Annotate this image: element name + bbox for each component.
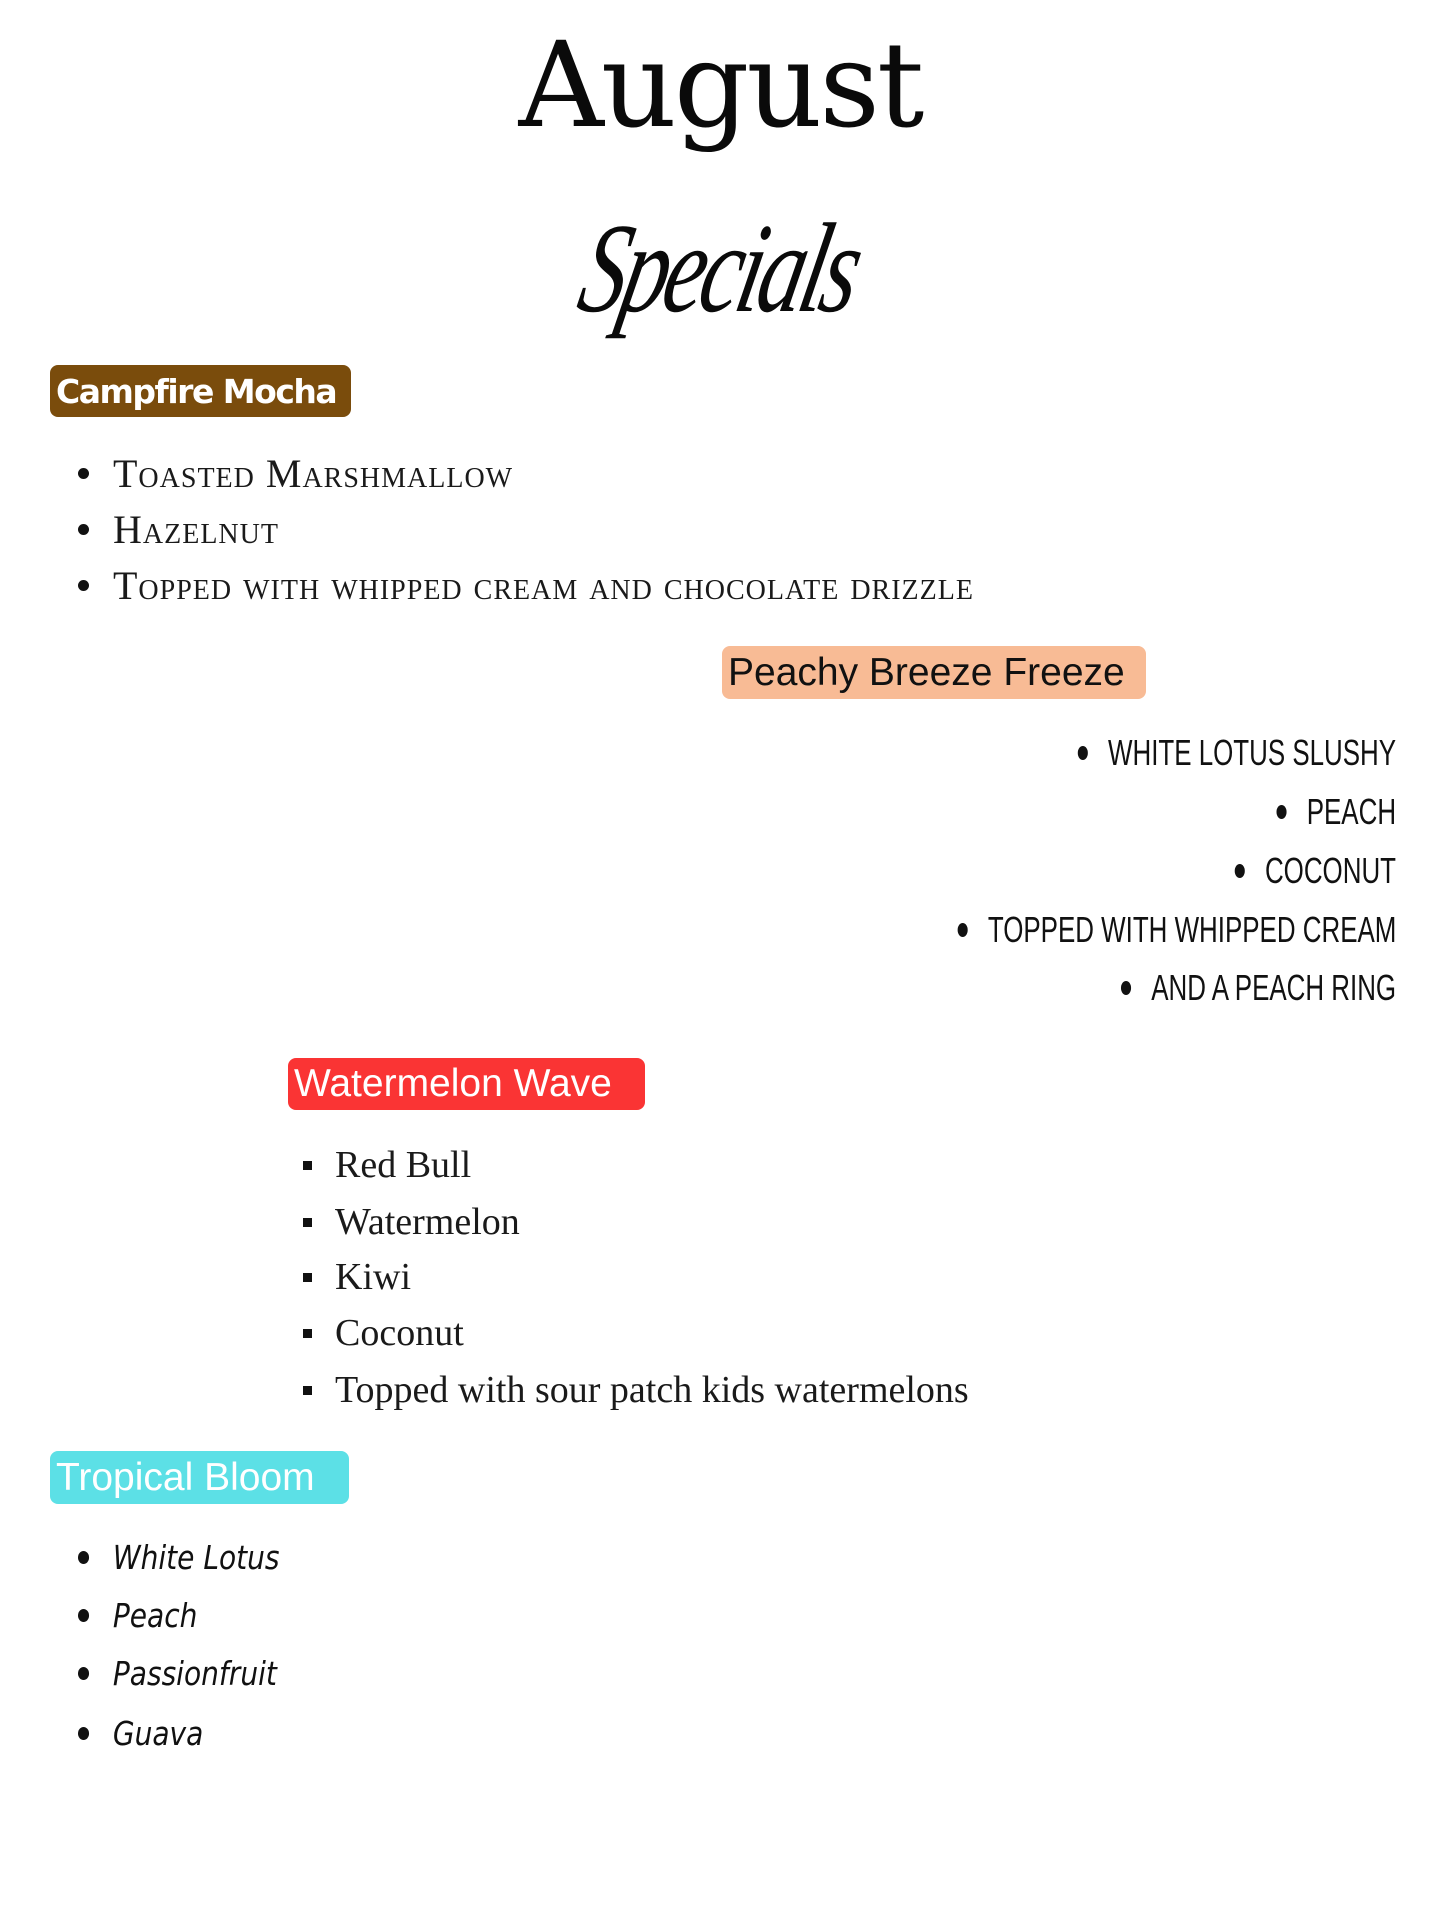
list-item-label: COCONUT xyxy=(1264,850,1396,891)
list-item xyxy=(1235,850,1396,892)
special-name-badge: Tropical Bloom xyxy=(50,1451,349,1504)
square-bullet-icon xyxy=(303,1273,312,1282)
list-item xyxy=(303,1143,471,1187)
list-item xyxy=(303,1255,411,1299)
square-bullet-icon xyxy=(303,1329,312,1338)
list-item xyxy=(303,1368,969,1412)
list-item-label: Toasted Marshmallow xyxy=(113,451,514,496)
list-item-label: TOPPED WITH WHIPPED CREAM xyxy=(987,909,1396,950)
list-item xyxy=(303,1311,464,1355)
bullet-icon xyxy=(78,524,89,535)
list-item-label: Hazelnut xyxy=(113,507,279,552)
list-item xyxy=(78,1714,203,1753)
list-item-label: Passionfruit xyxy=(112,1654,277,1693)
special-name-badge: Watermelon Wave xyxy=(288,1058,645,1110)
list-item-label: Peach xyxy=(112,1596,198,1635)
list-item-label: Topped with sour patch kids watermelons xyxy=(335,1369,969,1411)
list-item-label: White Lotus xyxy=(112,1538,280,1577)
bullet-icon xyxy=(957,923,967,937)
list-item xyxy=(303,1200,520,1244)
bullet-icon xyxy=(78,1551,89,1564)
bullet-icon xyxy=(78,1609,89,1622)
list-item xyxy=(78,1596,197,1635)
square-bullet-icon xyxy=(303,1218,312,1227)
list-item-label: WHITE LOTUS SLUSHY xyxy=(1107,732,1396,773)
square-bullet-icon xyxy=(303,1161,312,1170)
list-item-label: Topped with whipped cream and chocolate drizzle xyxy=(113,563,974,608)
bullet-icon xyxy=(78,1727,89,1740)
page-title: August xyxy=(518,16,922,154)
square-bullet-icon xyxy=(303,1386,312,1395)
list-item-label: AND A PEACH RING xyxy=(1151,967,1396,1008)
page-subtitle: Specials xyxy=(568,197,872,339)
list-item-label: Watermelon xyxy=(335,1201,520,1243)
bullet-icon xyxy=(1235,864,1245,878)
bullet-icon xyxy=(78,1667,89,1680)
list-item-label: Kiwi xyxy=(335,1256,411,1298)
list-item-label: Red Bull xyxy=(335,1144,472,1186)
bullet-icon xyxy=(1078,746,1088,760)
list-item-label: Coconut xyxy=(335,1312,464,1354)
bullet-icon xyxy=(78,580,89,591)
bullet-icon xyxy=(1276,805,1286,819)
bullet-icon xyxy=(1121,981,1131,995)
list-item xyxy=(78,562,974,609)
list-item xyxy=(1276,791,1396,833)
list-item xyxy=(957,909,1396,951)
list-item-label: PEACH xyxy=(1306,791,1396,832)
special-name-badge: Peachy Breeze Freeze xyxy=(722,646,1146,699)
list-item xyxy=(78,506,279,553)
list-item-label: Guava xyxy=(112,1714,204,1753)
list-item xyxy=(78,1538,280,1577)
list-item xyxy=(1078,732,1396,774)
list-item xyxy=(78,450,513,497)
list-item xyxy=(78,1654,277,1693)
special-name-badge: Campfire Mocha xyxy=(50,365,351,417)
bullet-icon xyxy=(78,468,89,479)
list-item xyxy=(1121,967,1396,1009)
